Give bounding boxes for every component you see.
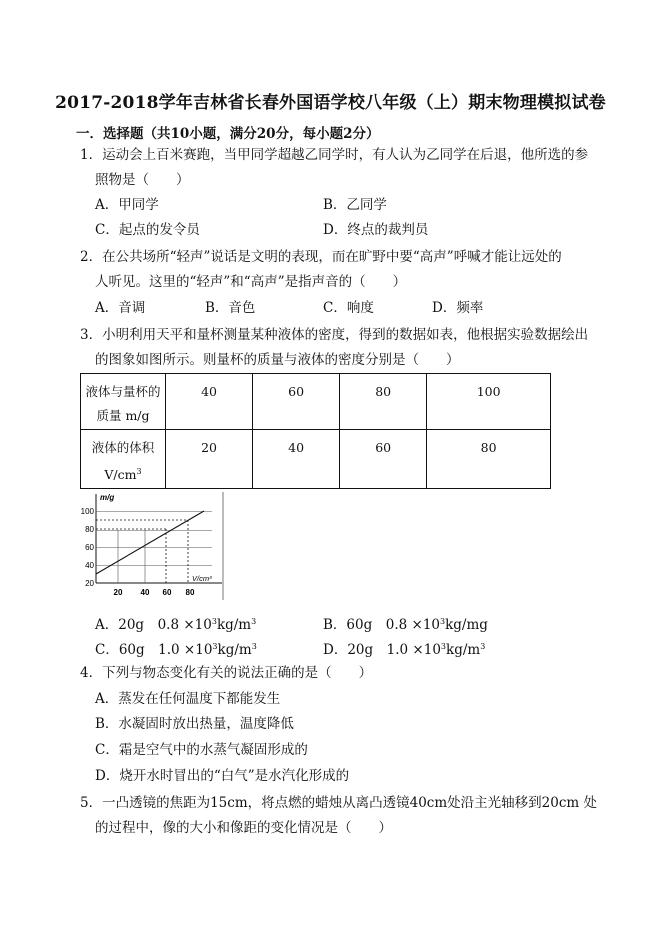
x-tick-label: 60 [162, 588, 172, 597]
table-header-volume-line2 [82, 460, 164, 487]
y-axis-label: m/g [100, 493, 115, 502]
option-value: 1.0 ×10 [386, 642, 441, 658]
option-value: 0.8 ×10 [385, 617, 441, 633]
x-tick-label: 40 [140, 588, 150, 597]
question-5-stem-line2: 的过程中，像的大小和像距的变化情况是（ ） [95, 820, 392, 836]
question-3-option-c [95, 637, 257, 660]
table-row [81, 374, 551, 430]
grid-lines [96, 512, 212, 584]
question-3-stem-line2: 的图象如图所示。则量杯的质量与液体的密度分别是（ ） [95, 352, 460, 368]
y-tick-label: 100 [80, 507, 94, 516]
table-row [81, 430, 551, 489]
y-tick-labels [81, 507, 95, 588]
mass-volume-graph [80, 490, 230, 602]
table-cell: 60 [340, 430, 427, 489]
table-header-mass-line2: 质量 m/g [96, 408, 150, 423]
question-2-option-d: D．频率 [432, 300, 484, 316]
question-2-stem-line2: 人听见。这里的“轻声”和“高声”是指声音的（ ） [95, 274, 407, 290]
table-cell: 20 [166, 430, 253, 489]
question-1-stem-line2: 照物是（ ） [95, 172, 190, 188]
question-4-option-c: C．霜是空气中的水蒸气凝固形成的 [95, 742, 308, 758]
option-unit: kg/m [217, 642, 252, 658]
option-exponent: 3 [440, 617, 446, 626]
option-unit-exponent: 3 [480, 642, 486, 651]
table-header-volume-line1: 液体的体积 [91, 440, 155, 455]
question-1-option-b: B．乙同学 [323, 197, 387, 213]
volume-unit: V/cm [104, 467, 137, 482]
x-axis-label: V/cm³ [192, 574, 212, 583]
data-table [80, 373, 551, 489]
question-3-stem-line1: 3．小明利用天平和量杯测量某种液体的密度，得到的数据如表，他根据实验数据绘出 [80, 327, 589, 343]
question-1-stem-line1: 1．运动会上百米赛跑，当甲同学超越乙同学时，有人认为乙同学在后退，他所选的参 [80, 147, 589, 163]
option-unit-exponent: 3 [251, 642, 257, 651]
question-4-stem: 4．下列与物态变化有关的说法正确的是（ ） [80, 665, 373, 681]
option-letter: A．20g [95, 617, 145, 633]
option-letter: C．60g [95, 642, 145, 658]
option-exponent: 3 [212, 642, 218, 651]
question-5-stem-line1: 5．一凸透镜的焦距为15cm，将点燃的蜡烛从离凸透镜40cm处沿主光轴移到20cm 处 [80, 795, 598, 811]
table-cell: 40 [253, 430, 340, 489]
table-cell: 60 [253, 374, 340, 430]
x-tick-label: 80 [185, 588, 195, 597]
y-tick-label: 20 [85, 579, 94, 588]
option-unit-exponent: 3 [251, 617, 257, 626]
option-value: 1.0 ×10 [158, 642, 213, 658]
option-letter: B．60g [323, 617, 373, 633]
y-tick-label: 60 [85, 543, 94, 552]
table-header-mass-line1: 液体与量杯的 [85, 384, 161, 399]
question-2-option-b: B．音色 [205, 300, 256, 316]
page-title: 2017-2018学年吉林省长春外国语学校八年级（上）期末物理模拟试卷 [55, 93, 606, 113]
option-exponent: 3 [440, 642, 447, 651]
question-4-option-d: D．烧开水时冒出的“白气”是水汽化形成的 [95, 768, 350, 784]
option-exponent: 3 [211, 617, 217, 626]
table-header-mass [81, 374, 166, 430]
question-2-stem-line1: 2．在公共场所“轻声”说话是文明的表现，而在旷野中要“高声”呼喊才能让远处的 [80, 249, 562, 265]
x-tick-labels [114, 588, 195, 597]
table-cell: 80 [340, 374, 427, 430]
x-tick-label: 20 [113, 588, 123, 597]
option-letter: D．20g [323, 642, 374, 658]
option-value: 0.8 ×10 [157, 617, 212, 633]
question-2-option-c: C．响度 [323, 300, 374, 316]
table-cell: 100 [427, 374, 551, 430]
question-3-option-d [323, 637, 485, 660]
question-1-option-c: C．起点的发令员 [95, 222, 200, 238]
option-unit: kg/m [216, 617, 252, 633]
volume-unit-exponent: 3 [136, 467, 142, 476]
y-tick-label: 80 [85, 525, 94, 534]
question-4-option-a: A．蒸发在任何温度下都能发生 [95, 691, 281, 707]
option-unit: kg/mg [445, 617, 488, 633]
question-2-option-a: A．音调 [95, 300, 146, 316]
question-1-option-d: D．终点的裁判员 [323, 222, 429, 238]
dashed-guides [96, 520, 188, 583]
option-unit: kg/m [446, 642, 481, 658]
question-3-option-a [95, 612, 256, 635]
question-4-option-b: B．水凝固时放出热量，温度降低 [95, 716, 294, 732]
section-heading: 一．选择题（共10小题，满分20分，每小题2分） [76, 126, 380, 142]
table-cell: 80 [427, 430, 551, 489]
question-3-option-b [323, 612, 488, 635]
table-header-volume [81, 430, 166, 489]
table-cell: 40 [166, 374, 253, 430]
question-1-option-a: A．甲同学 [95, 197, 159, 213]
y-tick-label: 40 [85, 561, 94, 570]
